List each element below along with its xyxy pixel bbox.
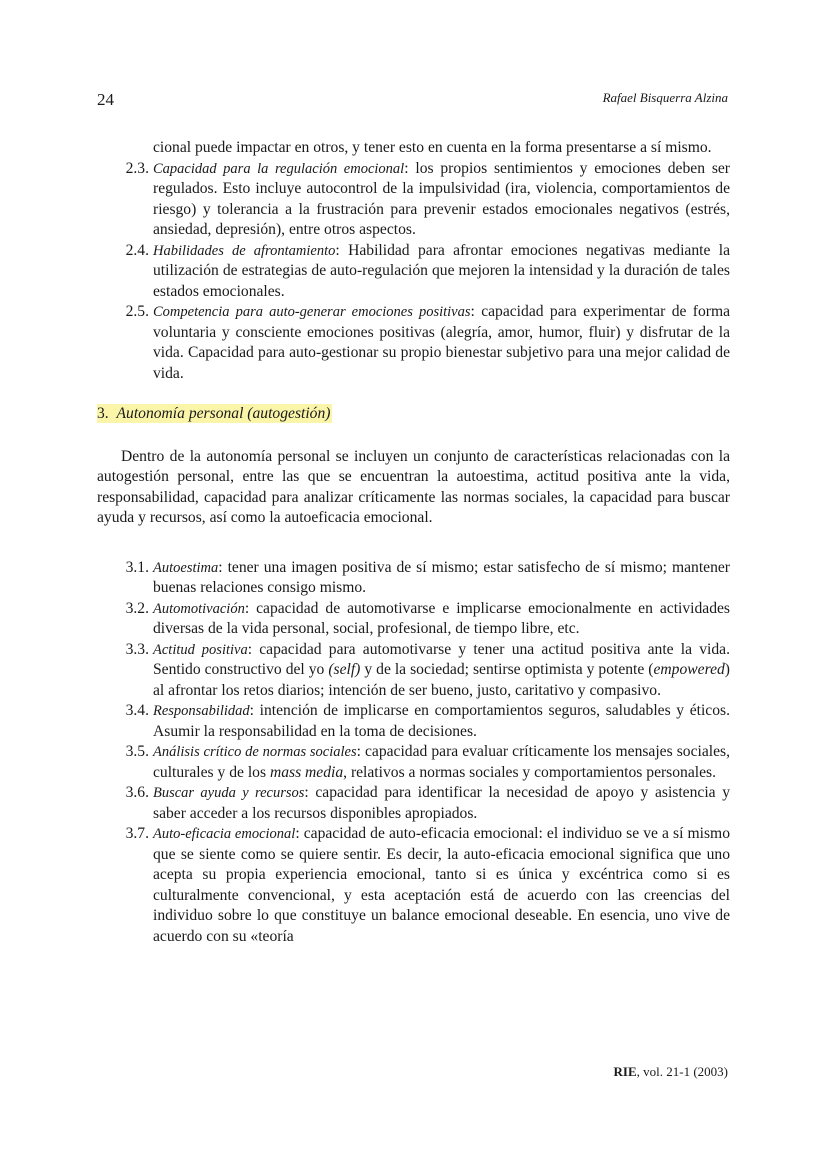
list-item-3-4	[97, 701, 730, 742]
item-emphasis: empowered	[653, 661, 725, 678]
list-item-2-3	[97, 159, 730, 241]
item-body	[153, 640, 730, 702]
list-item-3-2	[97, 599, 730, 640]
item-text: : capacidad para experimentar de forma voluntaria y consciente emociones positivas (alegría, amor, humor, fluir) y disfrutar de la vida. Capacidad para auto-gestionar su propio bienestar subjetivo para una mejor calidad de vida.	[153, 303, 731, 382]
item-text: : capacidad para evaluar críticamente los mensajes sociales, culturales y de los	[153, 743, 730, 781]
page-content	[97, 138, 730, 947]
item-number: 3.2.	[125, 599, 149, 617]
item-number: 3.5.	[125, 743, 149, 760]
item-number: 2.5.	[125, 303, 149, 320]
item-body	[153, 783, 730, 824]
item-term: Buscar ayuda y recursos	[153, 785, 305, 801]
item-body	[153, 558, 730, 599]
item-emphasis: (self)	[328, 661, 361, 678]
journal-name: RIE	[613, 1064, 637, 1079]
item-term: Competencia para auto-generar emociones positivas	[153, 304, 471, 320]
item-number: 2.4.	[125, 241, 149, 259]
item-body	[153, 241, 730, 303]
section-number: 3.	[97, 405, 109, 422]
item-text: : capacidad para automotivarse y tener una actitud positiva ante la vida. Sentido constructivo del yo	[153, 640, 730, 678]
item-term: Responsabilidad	[153, 703, 250, 719]
item-number: 3.7.	[125, 825, 149, 842]
item-body	[153, 701, 730, 742]
item-number: 3.1.	[125, 558, 149, 576]
journal-volume: , vol. 21-1 (2003)	[636, 1064, 728, 1079]
item-term: Capacidad para la regulación emocional	[153, 160, 405, 177]
page-number: 24	[97, 90, 114, 109]
section-title: Autonomía personal (autogestión)	[116, 405, 331, 422]
item-text: : capacidad para identificar la necesidad de apoyo y asistencia y saber acceder a los recursos disponibles apropiados.	[153, 784, 730, 822]
section-3-intro-paragraph: Dentro de la autonomía personal se incluyen un conjunto de características relacionadas con la autogestión personal, entre las que se encuentran la autoestima, actitud positiva ante la vida, responsabilidad, capacidad para analizar críticamente las normas sociales, la capacidad para buscar ayuda y recursos, así como la autoeficacia emocional.	[97, 447, 730, 526]
item-body	[153, 599, 730, 640]
item-body	[153, 824, 730, 947]
section-2-list	[97, 138, 730, 384]
item-text: : capacidad de automotivarse e implicarse emocionalmente en actividades diversas de la vida personal, social, profesional, de tiempo libre, etc.	[153, 599, 730, 637]
item-number: 3.4.	[125, 702, 149, 719]
list-item-2-5	[97, 302, 730, 384]
highlighted-heading	[97, 404, 332, 423]
item-number: 2.3.	[125, 159, 149, 177]
item-term: Habilidades de afrontamiento	[153, 242, 336, 259]
item-text: y de la sociedad; sentirse optimista y potente (	[360, 661, 654, 678]
item-number: 3.3.	[125, 640, 149, 658]
item-text: : Habilidad para afrontar emociones negativas mediante la utilización de estrategias de auto-regulación que mejoren la intensidad y la duración de tales estados emocionales.	[153, 241, 730, 300]
list-item-3-6	[97, 783, 730, 824]
item-text: , relativos a normas sociales y comportamientos personales.	[343, 763, 716, 781]
list-item-2-4	[97, 241, 730, 303]
item-term: Actitud positiva	[153, 641, 248, 658]
item-term: Automotivación	[153, 600, 245, 617]
item-term: Análisis crítico de normas sociales	[153, 744, 357, 760]
list-item-3-1	[97, 558, 730, 599]
list-item-3-7	[97, 824, 730, 947]
section-3-heading	[97, 404, 730, 425]
item-term: Autoestima	[153, 559, 219, 576]
item-body	[153, 302, 730, 384]
section-3-list	[97, 558, 730, 948]
item-text: : intención de implicarse en comportamientos seguros, saludables y éticos. Asumir la responsabilidad en la toma de decisiones.	[153, 702, 730, 740]
item-text: ) al afrontar los retos diarios; intención de ser bueno, justo, caritativo y compasivo.	[153, 661, 730, 699]
continuation-paragraph: cional puede impactar en otros, y tener esto en cuenta en la forma presentarse a sí mismo.	[153, 139, 712, 156]
list-item-3-5	[97, 742, 730, 783]
list-item-3-3	[97, 640, 730, 702]
page-footer	[614, 1064, 728, 1080]
item-body	[153, 742, 730, 783]
item-body	[153, 159, 730, 241]
running-head-author: Rafael Bisquerra Alzina	[602, 90, 728, 105]
item-text: : tener una imagen positiva de sí mismo; estar satisfecho de sí mismo; mantener buenas relaciones consigo mismo.	[153, 558, 730, 596]
item-term: Auto-eficacia emocional	[153, 826, 296, 842]
item-text: : los propios sentimientos y emociones deben ser regulados. Esto incluye autocontrol de la impulsividad (ira, violencia, comportamientos de riesgo) y tolerancia a la frustración para prevenir estados emocionales negativos (estrés, ansiedad, depresión), entre otros aspectos.	[153, 159, 731, 238]
item-emphasis: mass media	[269, 763, 344, 781]
item-text: : capacidad de auto-eficacia emocional: el individuo se ve a sí mismo que se siente como se quiere sentir. Es decir, la auto-eficacia emocional significa que uno acepta su propia experiencia emocional, tanto si es única y excéntrica como si es culturalmente convencional, y esta aceptación está de acuerdo con las creencias del individuo sobre lo que constituye un balance emocional deseable. En esencia, uno vive de acuerdo con su «teoría	[153, 825, 730, 945]
item-number: 3.6.	[125, 784, 149, 801]
